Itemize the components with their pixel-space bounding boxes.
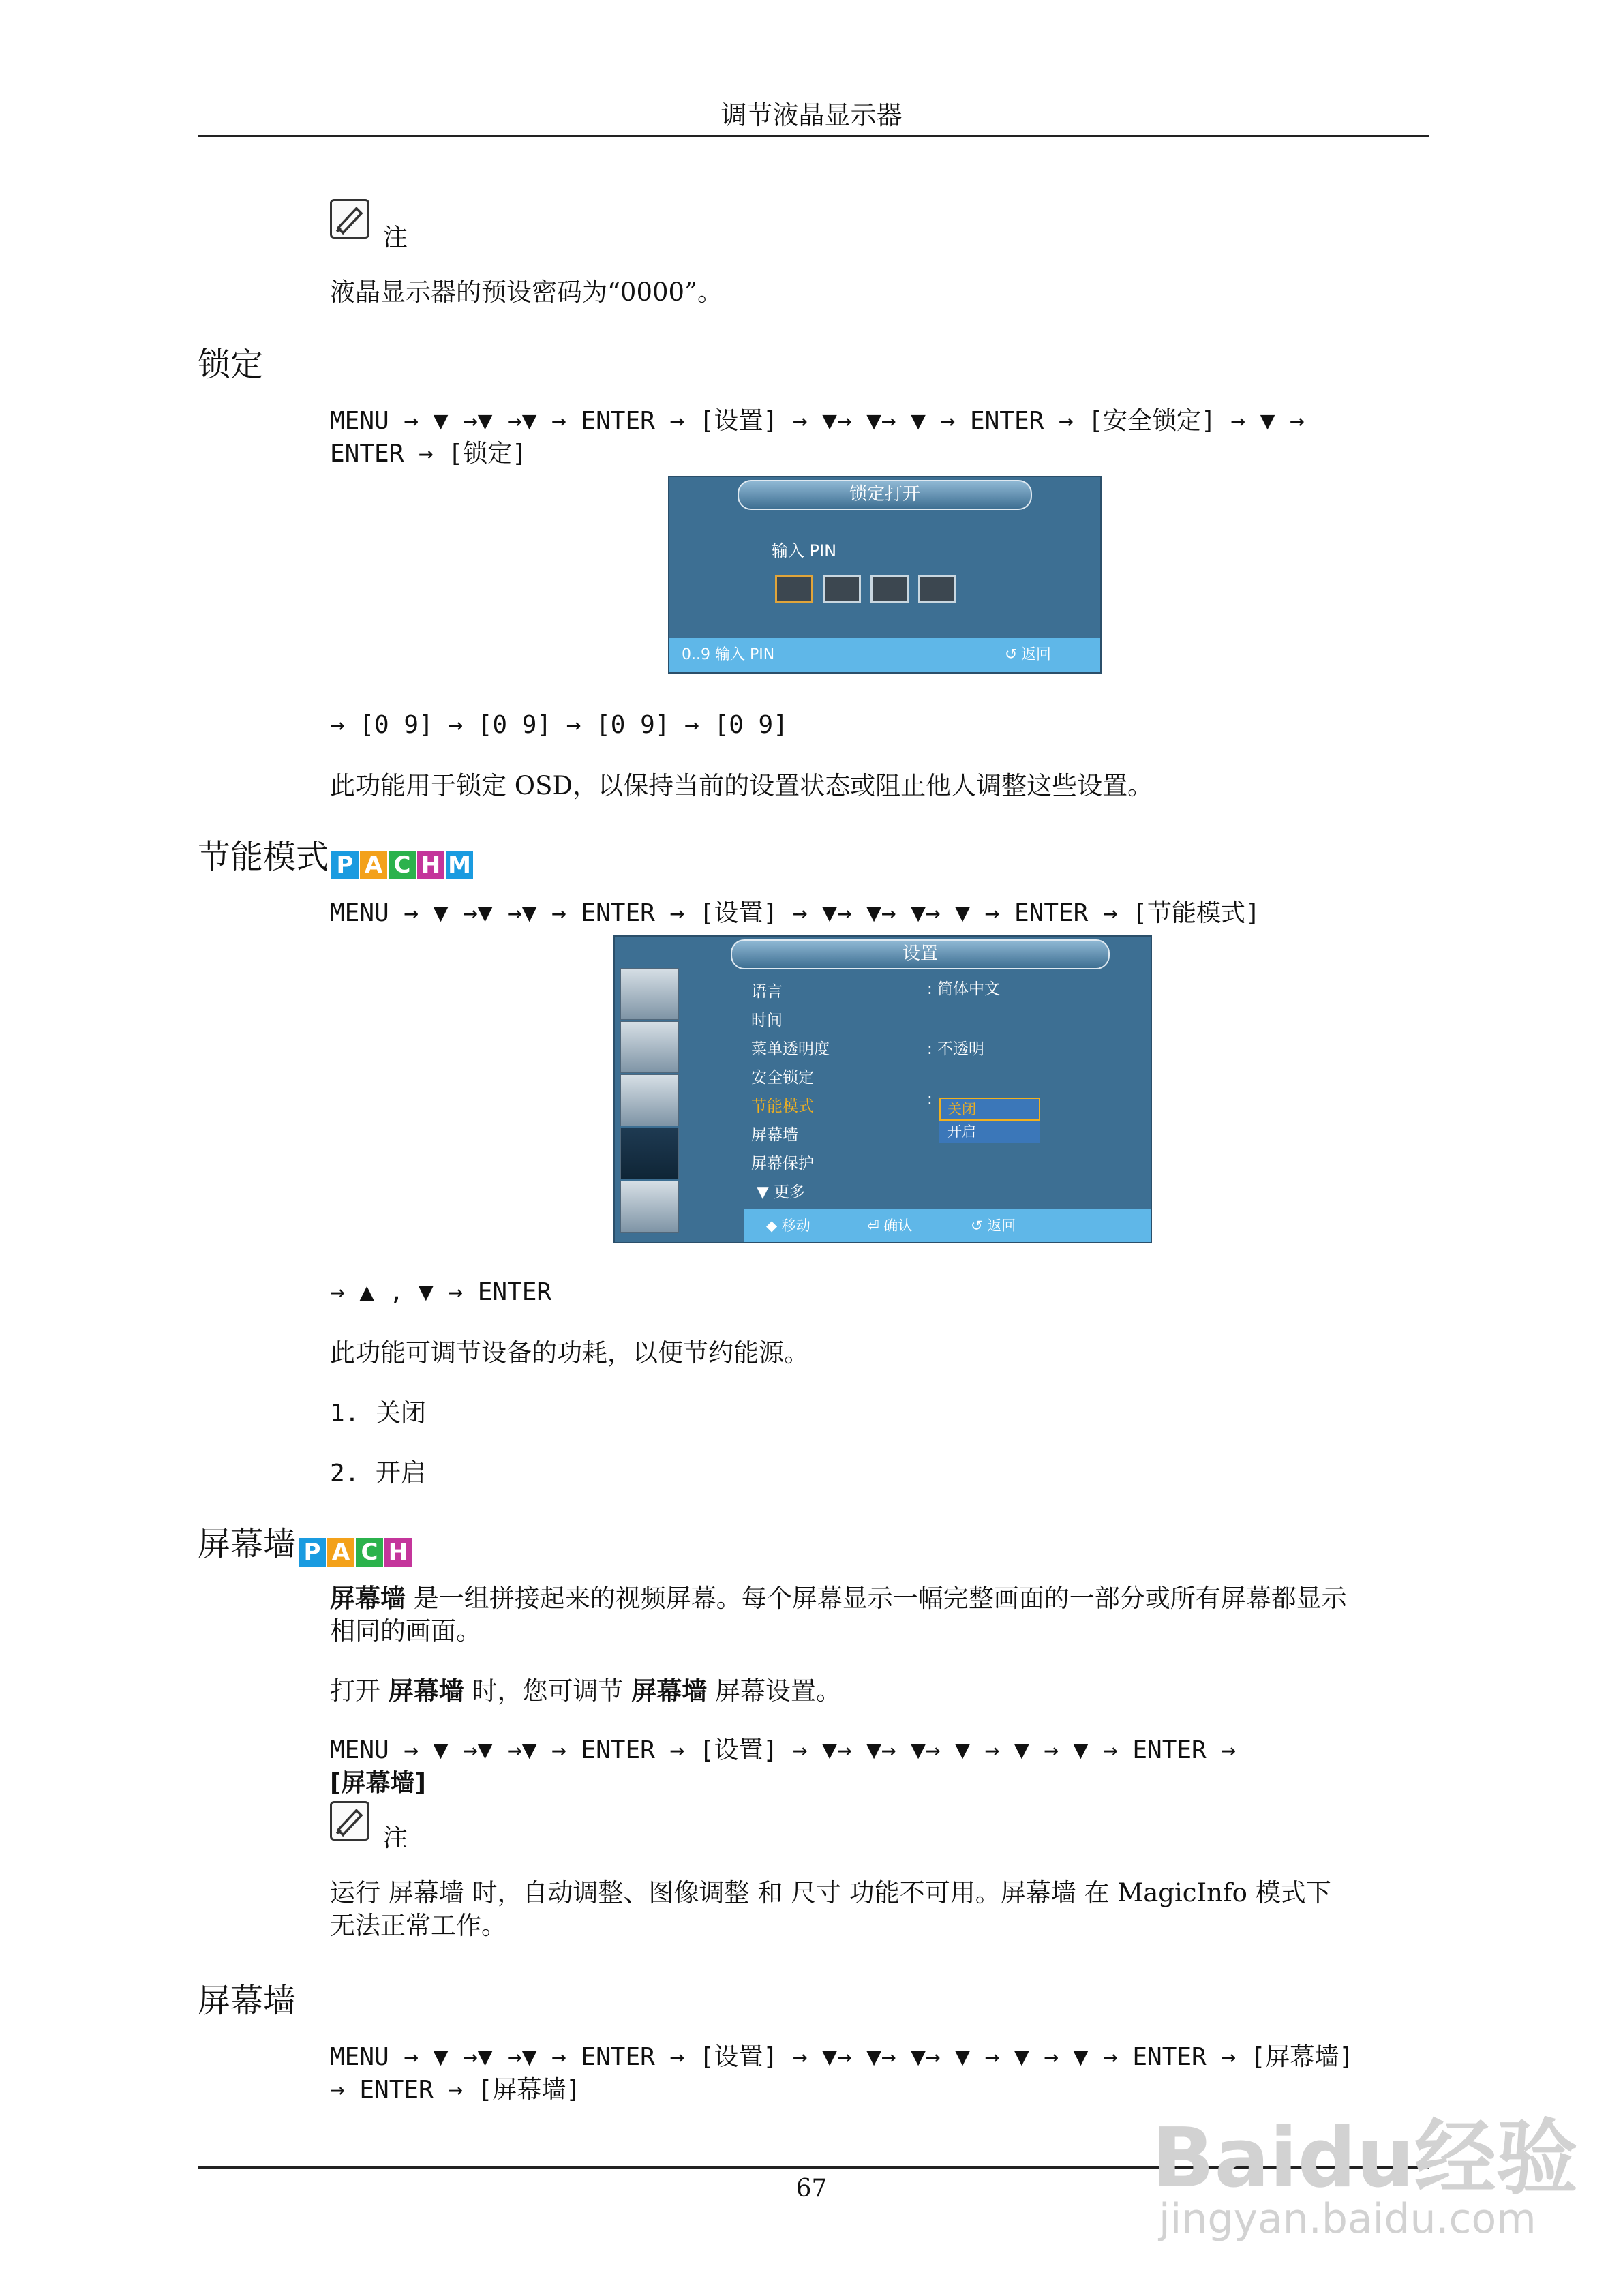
menu-item-more[interactable]: ▼ 更多 [757,1183,805,1201]
picture-menu-icon[interactable] [620,968,679,1020]
videowall-nav-line1: MENU → ▼ →▼ →▼ → ENTER → [设置] → ▼→ ▼→ ▼→ ▼ → ▼ → ▼ → ENTER → [330,1736,1237,1764]
videowall-note-line1: 运行 屏幕墙 时，自动调整、图像调整 和 尺寸 功能不可用。屏幕墙 在 MagicInfo 模式下 [330,1878,1331,1907]
baidu-watermark-url: jingyan.baidu.com [1159,2195,1536,2243]
videowall-paragraph1-line1 [330,1582,1347,1616]
settings-osd-panel [613,935,1152,1243]
section-heading-videowall-row [198,1517,413,1567]
note-text: 液晶显示器的预设密码为“0000”。 [330,277,723,307]
pin-box-4[interactable] [918,575,956,603]
option-off-label: 关闭 [947,1101,976,1117]
text-run: 屏幕设置。 [707,1676,842,1706]
setup-menu-icon[interactable] [620,1128,679,1179]
baidu-watermark-logo: Baidu经验 [1152,2111,1578,2206]
energy-option-1 [330,1396,426,1430]
option-on[interactable] [939,1121,1040,1143]
lock-description: 此功能用于锁定 OSD，以保持当前的设置状态或阻止他人调整这些设置。 [330,771,1153,800]
move-hint: ◆ 移动 [766,1218,810,1234]
multi-control-menu-icon[interactable] [620,1181,679,1233]
page-header-title: 调节液晶显示器 [721,100,902,130]
settings-osd-title: 设置 [731,939,1110,969]
menu-item-time[interactable]: 时间 [751,1012,783,1029]
section-heading-lock: 锁定 [198,346,264,384]
energy-nav-line: MENU → ▼ →▼ →▼ → ENTER → [设置] → ▼→ ▼→ ▼→ ▼ → ENTER → [节能模式] [330,899,1260,927]
option-on-label: 开启 [947,1123,976,1140]
badge-h: H [384,1538,412,1567]
videowall-term: 屏幕墙 [388,1676,464,1706]
return-hint[interactable]: ↺ 返回 [971,1218,1016,1234]
menu-item-video-wall[interactable]: 屏幕墙 [751,1126,798,1144]
confirm-hint[interactable]: ⏎ 确认 [867,1218,913,1234]
videowall-term: 屏幕墙 [330,1584,406,1613]
menu-item-energy-saving[interactable]: 节能模式 [751,1098,814,1115]
pin-box-3[interactable] [870,575,909,603]
videowall2-nav-line1: MENU → ▼ →▼ →▼ → ENTER → [设置] → ▼→ ▼→ ▼→ ▼ → ▼ → ▼ → ENTER → [屏幕墙] [330,2043,1354,2071]
videowall-term: 屏幕墙 [631,1676,708,1706]
list-number-2: 2. [330,1460,360,1487]
page-number: 67 [795,2175,828,2203]
videowall2-nav-line2: → ENTER → [屏幕墙] [330,2076,581,2104]
videowall-definition: 是一组拼接起来的视频屏幕。每个屏幕显示一幅完整画面的一部分或所有屏幕都显示 [406,1584,1347,1613]
energy-option-2 [330,1456,426,1490]
videowall-note-line2: 无法正常工作。 [330,1911,506,1940]
note-icon [330,199,369,239]
note-label: 注 [383,1824,408,1852]
text-run: 打开 [330,1676,389,1706]
lock-sequence: → [0 9] → [0 9] → [0 9] → [0 9] [330,711,788,739]
value-transparency: : 不透明 [927,1040,985,1058]
badge-m: M [446,851,473,879]
sound-menu-icon[interactable] [620,1074,679,1126]
lock-nav-line2: ENTER → [锁定] [330,440,527,468]
note-label: 注 [383,224,408,252]
badge-a: A [360,851,387,879]
pin-box-2[interactable] [823,575,861,603]
return-icon[interactable]: ↺ [1005,646,1018,663]
section-heading-energy: 节能模式 [198,838,329,876]
videowall-paragraph2 [330,1674,841,1708]
menu-item-safety-lock[interactable]: 安全锁定 [751,1069,814,1087]
section-heading-videowall: 屏幕墙 [198,1525,297,1563]
menu-item-transparency[interactable]: 菜单透明度 [751,1040,830,1058]
energy-sequence: → ▲ , ▼ → ENTER [330,1278,552,1306]
model-badges [299,1538,413,1567]
lock-osd-panel [668,476,1102,674]
value-language: : 简体中文 [927,980,1001,998]
note-icon [330,1801,369,1841]
videowall-nav-line2: [屏幕墙] [330,1769,426,1797]
section-heading-energy-row [198,830,474,879]
badge-a: A [327,1538,354,1567]
pin-box-1[interactable] [775,575,813,603]
list-number-1: 1. [330,1400,360,1428]
badge-h: H [417,851,444,879]
badge-c: C [356,1538,383,1567]
lock-nav-line1: MENU → ▼ →▼ →▼ → ENTER → [设置] → ▼→ ▼→ ▼ → ENTER → [安全锁定] → ▼ → [330,407,1305,435]
pin-prompt: 输入 PIN [772,541,837,560]
list-label-1: 关闭 [375,1398,426,1428]
header-rule [198,135,1429,137]
settings-osd-footer [744,1209,1151,1242]
lock-osd-title: 锁定打开 [738,480,1032,510]
lock-osd-footer [669,638,1100,672]
menu-item-language[interactable]: 语言 [751,983,783,1001]
text-run: 时，您可调节 [464,1676,632,1706]
badge-p: P [331,851,359,879]
energy-description: 此功能可调节设备的功耗，以便节约能源。 [330,1338,809,1368]
input-menu-icon[interactable] [620,1021,679,1073]
videowall-paragraph1-line2: 相同的画面。 [330,1616,481,1646]
menu-item-screen-saver[interactable]: 屏幕保护 [751,1155,814,1173]
model-badges [331,851,474,879]
badge-c: C [389,851,416,879]
list-label-2: 开启 [375,1458,426,1487]
digit-input-hint: 0..9 输入 PIN [682,646,775,663]
badge-p: P [299,1538,326,1567]
value-energy-separator: : [927,1091,932,1108]
option-off[interactable] [939,1098,1040,1121]
section-heading-videowall-sub: 屏幕墙 [198,1982,297,2020]
return-label: 返回 [1021,646,1052,663]
